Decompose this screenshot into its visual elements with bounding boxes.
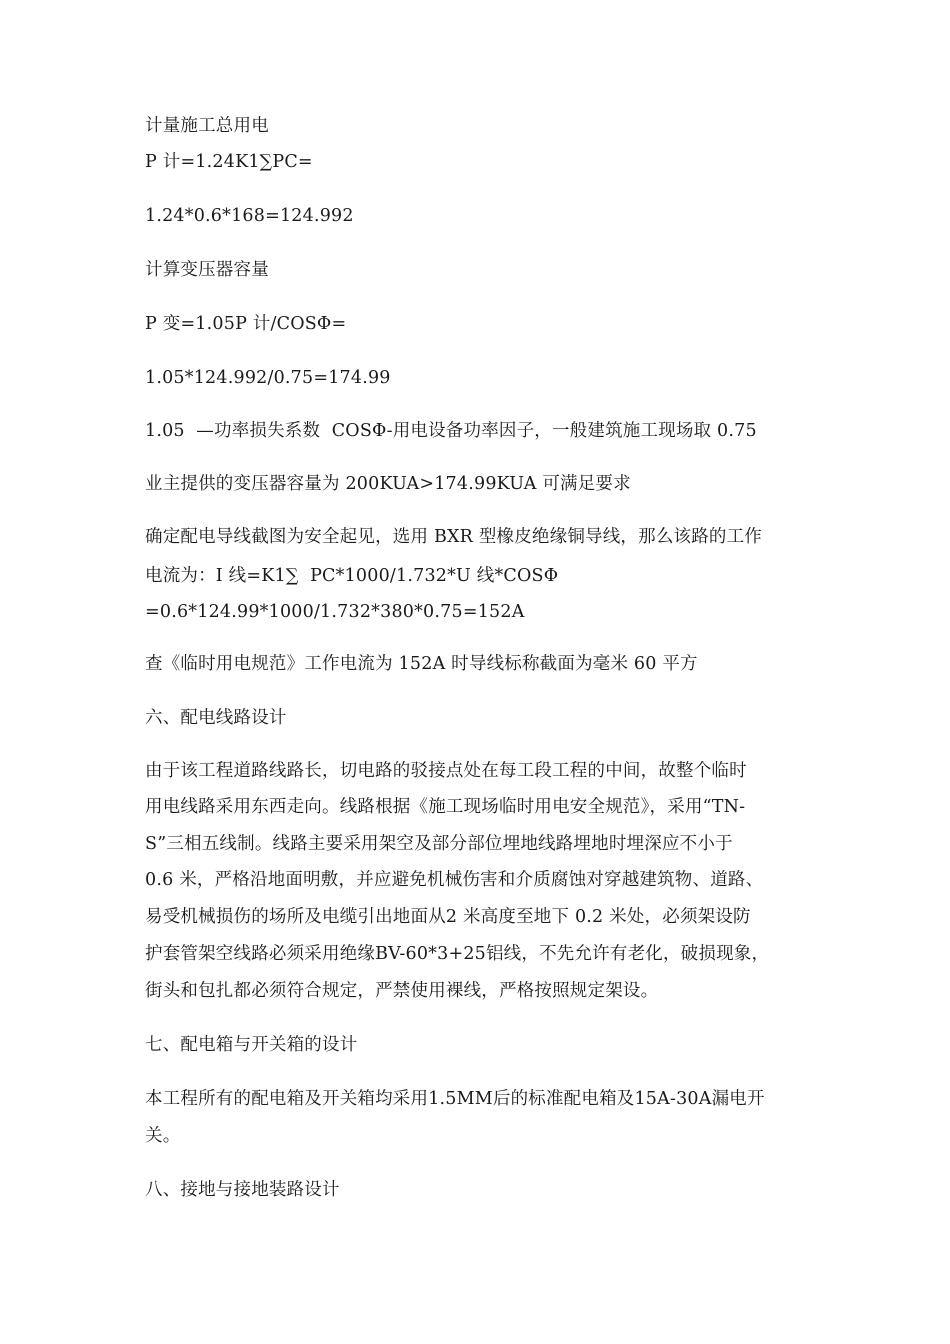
section-heading: 八、接地与接地装路设计 (145, 1180, 340, 1200)
section-heading: 七、配电箱与开关箱的设计 (145, 1035, 358, 1055)
text-line: 护套管架空线路必须采用绝缘BV-60*3+25铝线，不先允许有老化，破损现象， (145, 944, 770, 964)
text-line: 易受机械损伤的场所及电缆引出地面从2 米高度至地下 0.2 米处，必须架设防 (145, 907, 751, 927)
text-line: 计算变压器容量 (145, 260, 269, 280)
section-heading: 六、配电线路设计 (145, 708, 287, 728)
text-line: P 变=1.05P 计/COSΦ= (145, 314, 347, 334)
text-line: 本工程所有的配电箱及开关箱均采用1.5MM后的标准配电箱及15A-30A漏电开 (145, 1089, 765, 1109)
text-line: P 计=1.24K1∑PC= (145, 152, 313, 172)
text-line: 查《临时用电规范》工作电流为 152A 时导线标称截面为毫米 60 平方 (145, 654, 698, 674)
text-line: 确定配电导线截图为安全起见，选用 BXR 型橡皮绝缘铜导线，那么该路的工作 (145, 527, 763, 547)
text-line: 1.24*0.6*168=124.992 (145, 206, 354, 226)
text-line: 关。 (145, 1126, 181, 1146)
text-line: 街头和包扎都必须符合规定，严禁使用裸线，严格按照规定架设。 (145, 981, 659, 1001)
text-line: 电流为：I 线=K1∑ PC*1000/1.732*U 线*COSΦ (145, 566, 559, 586)
text-line: 计量施工总用电 (145, 116, 269, 136)
text-line: 由于该工程道路线路长，切电路的驳接点处在每工段工程的中间，故整个临时 (145, 761, 747, 781)
text-line: 1.05*124.992/0.75=174.99 (145, 368, 391, 388)
text-line: S”三相五线制。线路主要采用架空及部分部位埋地线路埋地时埋深应不小于 (145, 834, 733, 854)
text-line: 0.6 米，严格沿地面明敷，并应避免机械伤害和介质腐蚀对穿越建筑物、道路、 (145, 870, 764, 890)
text-line: =0.6*124.99*1000/1.732*380*0.75=152A (145, 602, 525, 622)
text-line: 用电线路采用东西走向。线路根据《施工现场临时用电安全规范》，采用“TN- (145, 797, 746, 817)
text-line: 1.05 —功率损失系数 COSΦ-用电设备功率因子，一般建筑施工现场取 0.75 (145, 421, 757, 441)
text-line: 业主提供的变压器容量为 200KUA>174.99KUA 可满足要求 (145, 474, 631, 494)
